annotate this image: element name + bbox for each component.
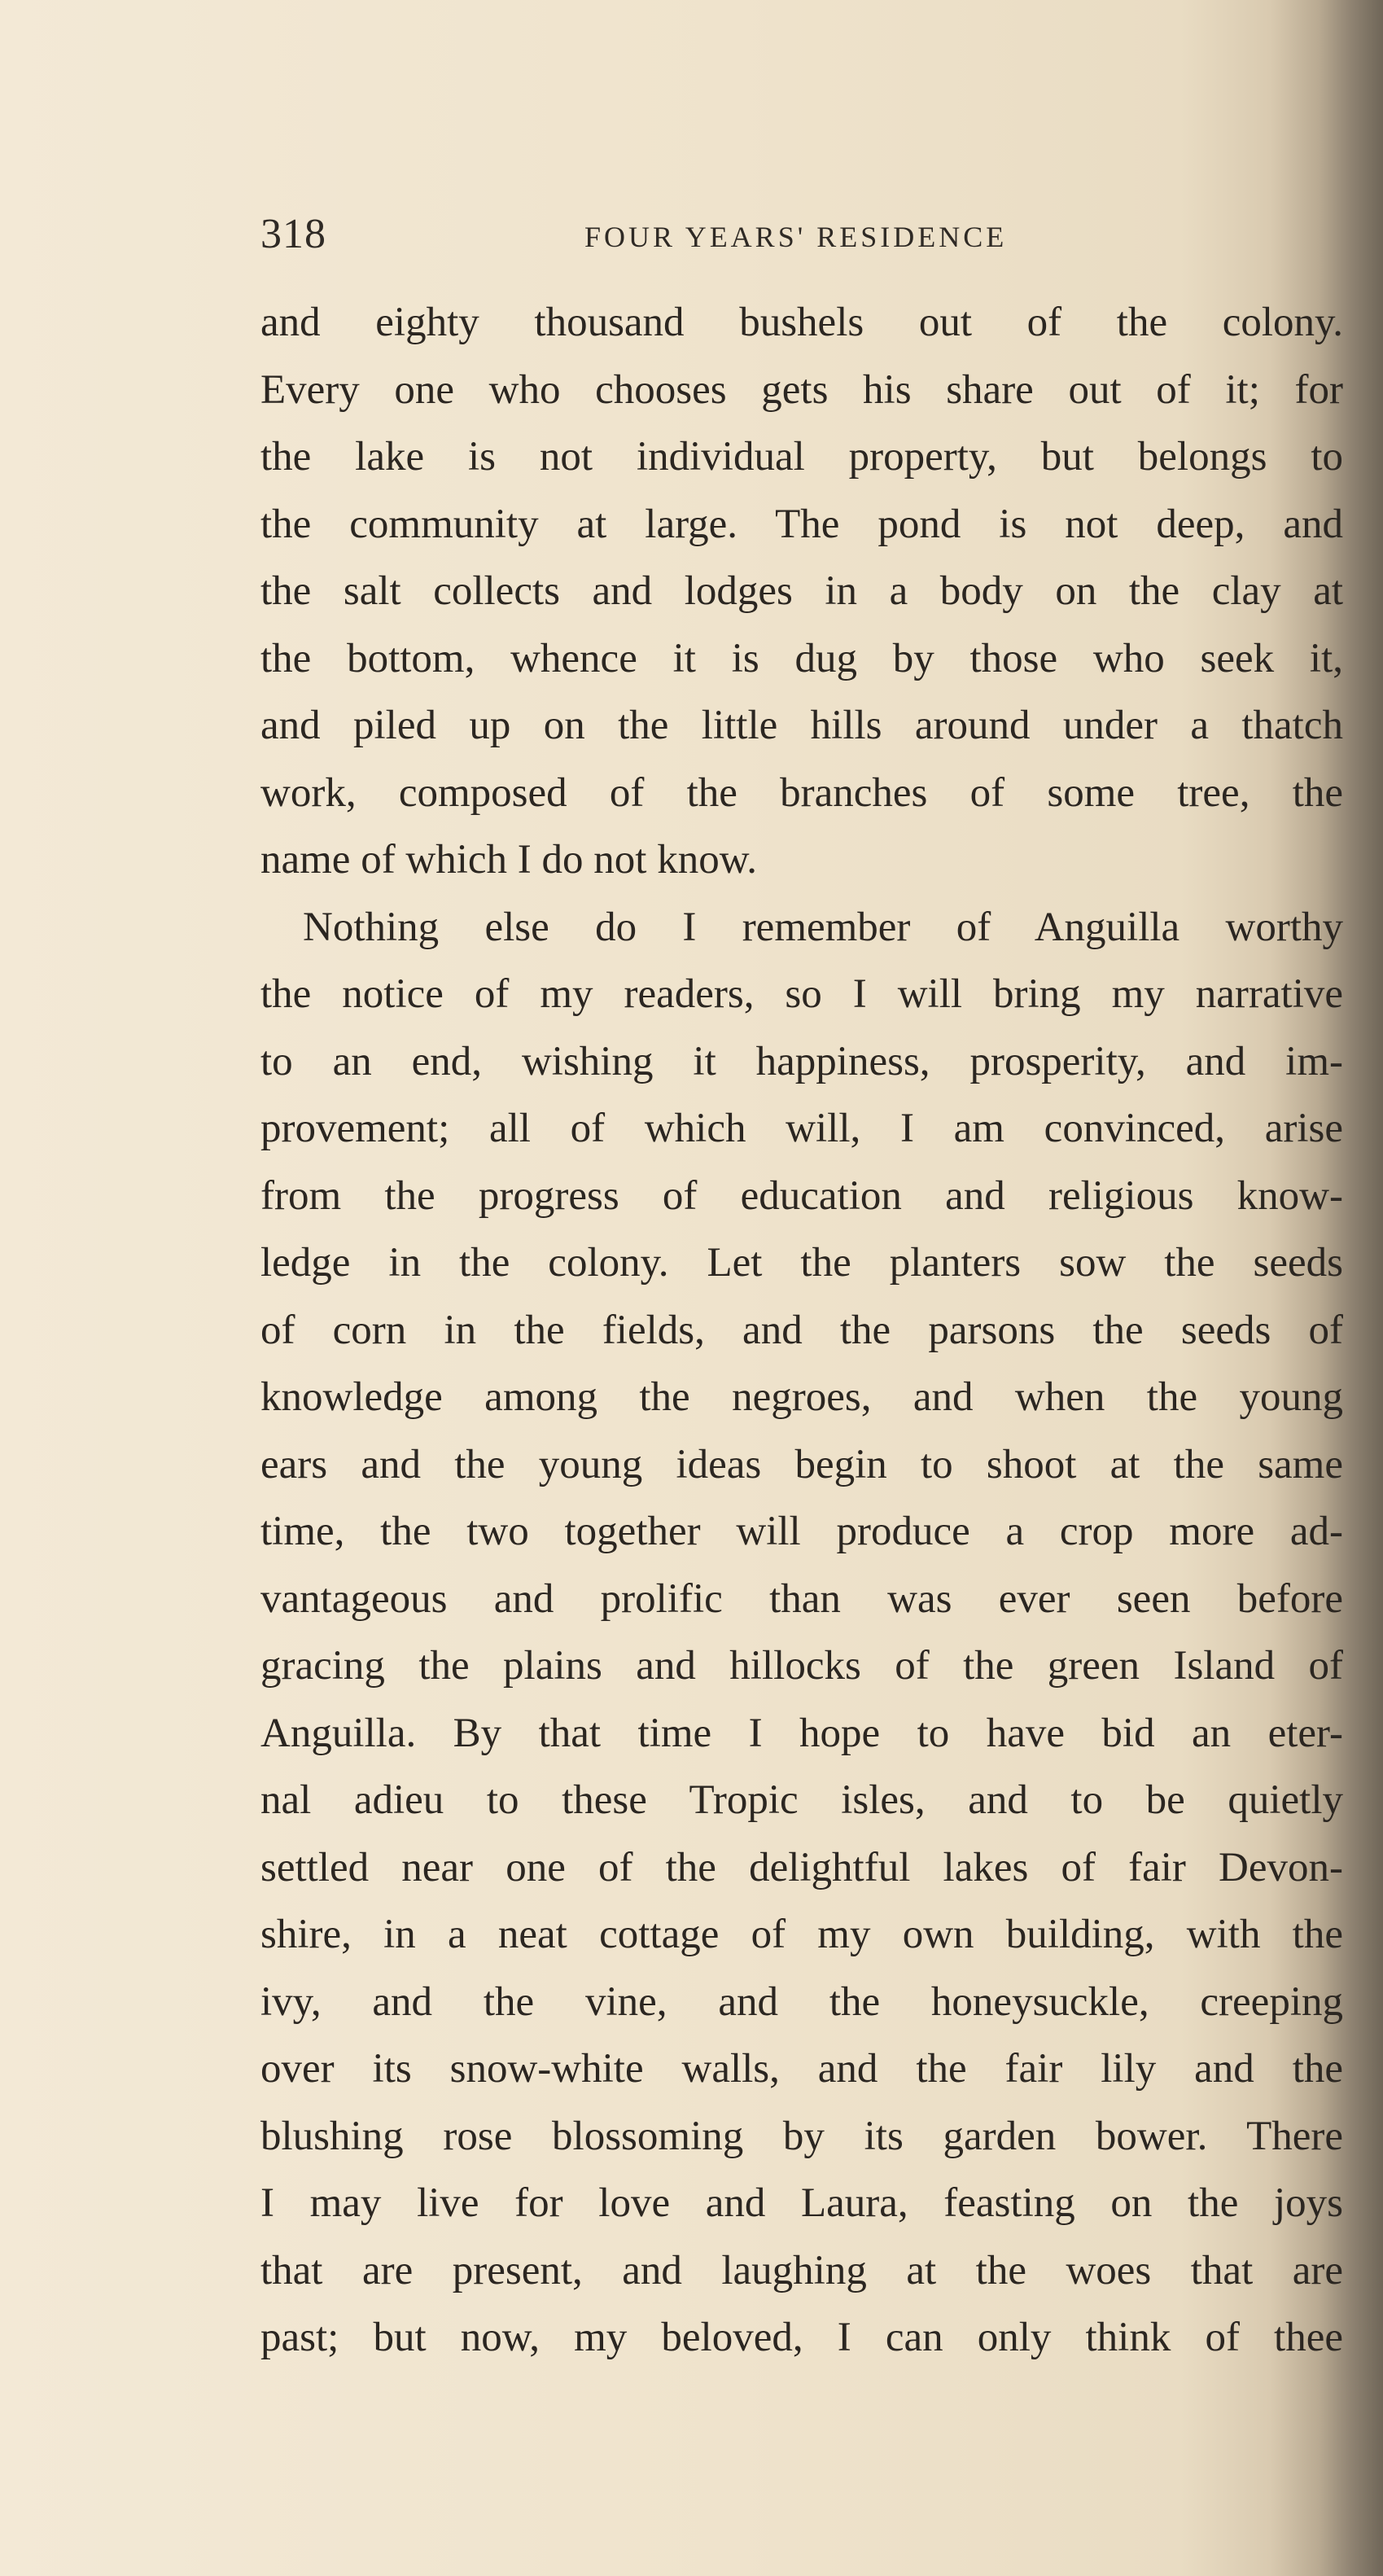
text-line: and eighty thousand bushels out of the colony. (260, 300, 1343, 345)
text-line: ledge in the colony. Let the planters sow the seeds (260, 1240, 1343, 1286)
text-line: the salt collects and lodges in a body on the clay at (260, 568, 1343, 614)
text-line: over its snow-white walls, and the fair lily and the (260, 2046, 1343, 2092)
text-line: shire, in a neat cottage of my own building, with the (260, 1912, 1343, 1957)
text-line: Anguilla. By that time I hope to have bid an eter- (260, 1710, 1343, 1756)
text-line: gracing the plains and hillocks of the green Island of (260, 1643, 1343, 1689)
text-line: settled near one of the delightful lakes of fair Devon- (260, 1844, 1343, 1890)
paragraph-start-line: Nothing else do I remember of Anguilla worthy (303, 904, 1343, 950)
text-line: provement; all of which will, I am convinced, arise (260, 1106, 1343, 1151)
text-line: of corn in the fields, and the parsons the seeds of (260, 1307, 1343, 1353)
text-line: and piled up on the little hills around under a thatch (260, 703, 1343, 748)
text-line: time, the two together will produce a crop more ad- (260, 1509, 1343, 1554)
text-line: the bottom, whence it is dug by those who seek it, (260, 635, 1343, 681)
text-line: to an end, wishing it happiness, prosperity, and im- (260, 1038, 1343, 1084)
text-line: ears and the young ideas begin to shoot at the same (260, 1441, 1343, 1487)
text-line: name of which I do not know. (260, 837, 757, 883)
text-line: the notice of my readers, so I will bring my narrative (260, 971, 1343, 1017)
text-line: work, composed of the branches of some tree, the (260, 769, 1343, 816)
text-line: the community at large. The pond is not deep, and (260, 501, 1343, 547)
text-line: Every one who chooses gets his share out of it; for (260, 366, 1343, 413)
text-line: I may live for love and Laura, feasting on the joys (260, 2180, 1343, 2226)
page-number: 318 (260, 211, 326, 257)
text-line: vantageous and prolific than was ever seen before (260, 1575, 1343, 1622)
body-text (260, 289, 1343, 2372)
text-line: knowledge among the negroes, and when the young (260, 1374, 1343, 1420)
text-line: from the progress of education and religious know- (260, 1172, 1343, 1219)
text-line: ivy, and the vine, and the honeysuckle, creeping (260, 1978, 1343, 2025)
text-line: that are present, and laughing at the woes that are (260, 2247, 1343, 2293)
text-line: past; but now, my beloved, I can only think of thee (260, 2315, 1343, 2360)
page-header (260, 210, 1156, 267)
running-title: FOUR YEARS' RESIDENCE (584, 221, 1008, 253)
text-line: the lake is not individual property, but belongs to (260, 434, 1343, 480)
text-line: blushing rose blossoming by its garden bower. There (260, 2113, 1343, 2159)
text-line: nal adieu to these Tropic isles, and to be quietly (260, 1777, 1343, 1823)
